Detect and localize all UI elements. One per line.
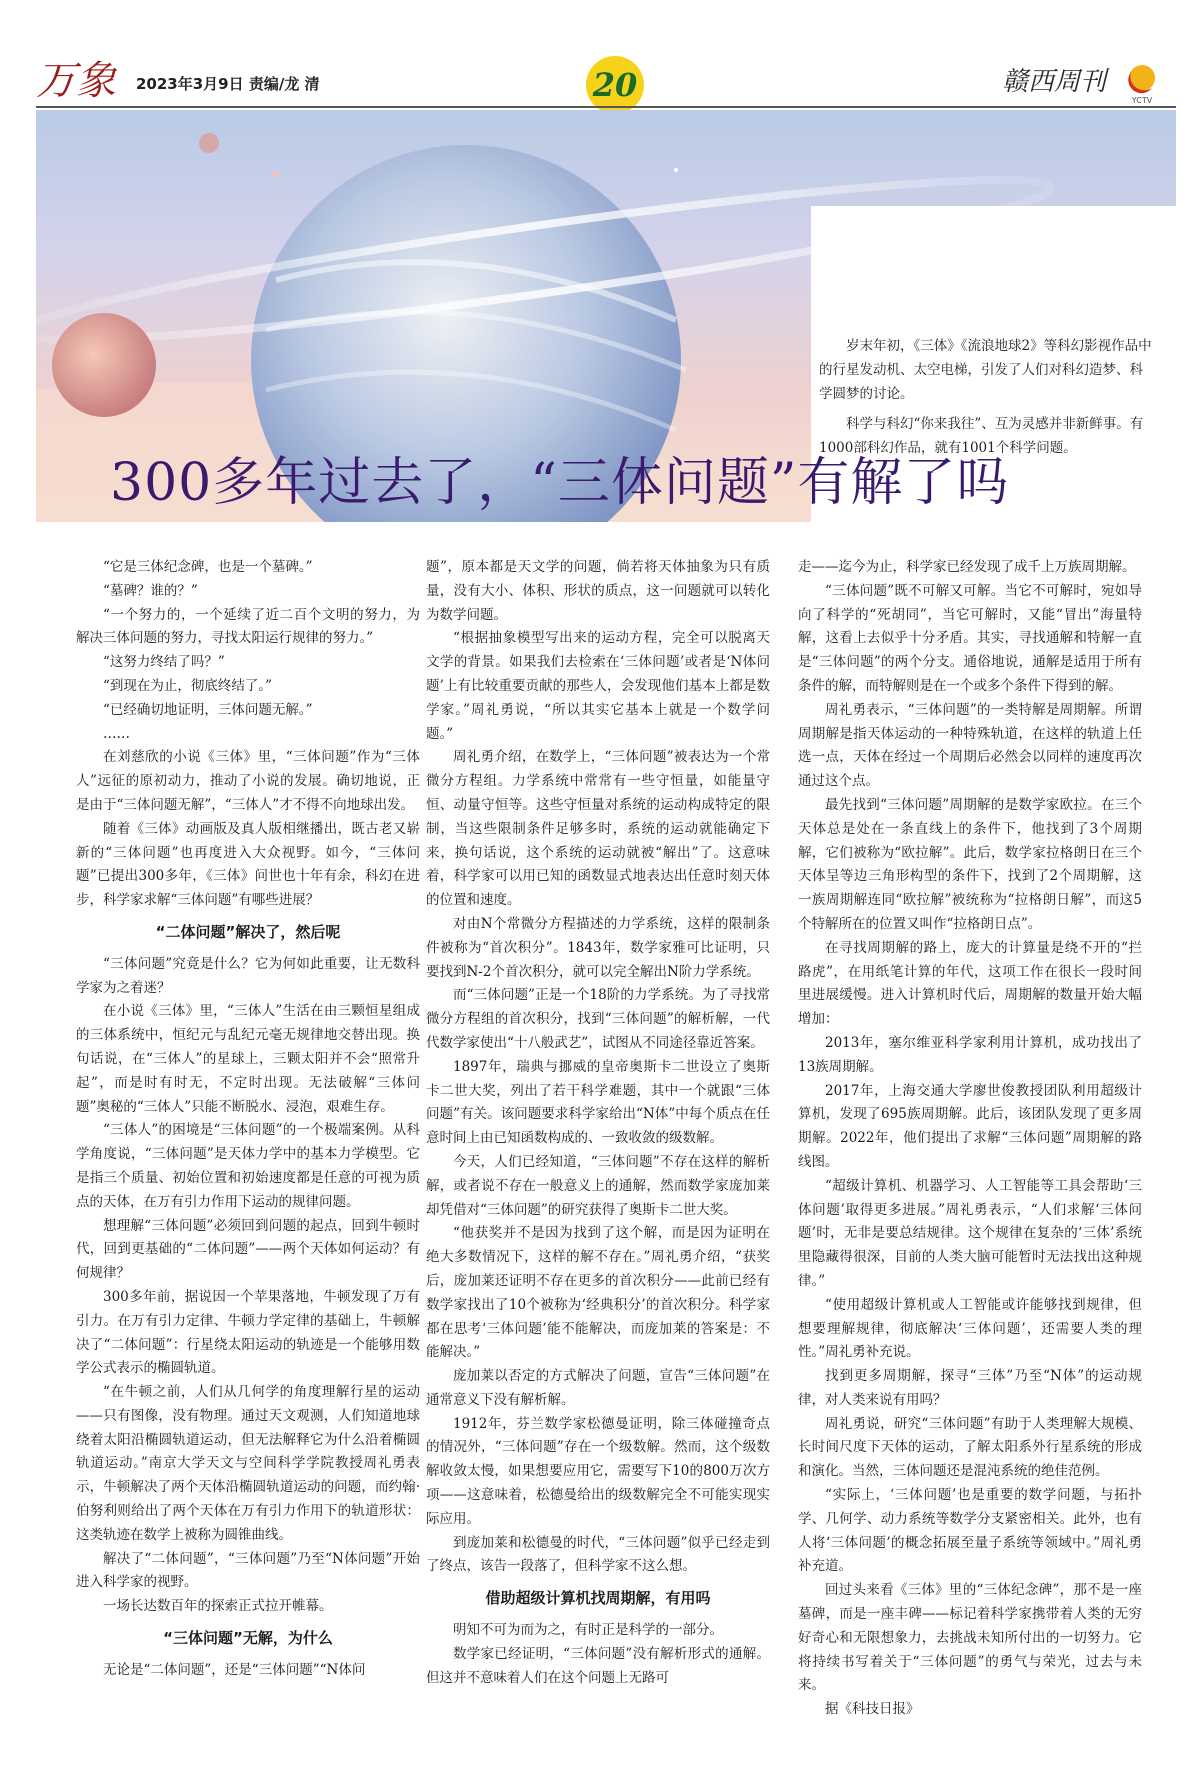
article-column-1 [76, 556, 420, 1683]
paragraph: “三体问题”究竟是什么？它为何如此重要，让无数科学家为之着迷？ [76, 955, 420, 996]
paragraph: “它是三体纪念碑，也是一个墓碑。” [103, 559, 313, 575]
article-column-2 [426, 556, 770, 1690]
source-credit: 据《科技日报》 [825, 1701, 920, 1718]
paragraph: “三体问题”既不可解又可解。当它不可解时，宛如导向了科学的“死胡同”，当它可解时，又能“冒出”海量特解，这看上去似乎十分矛盾。其实，寻找通解和特解一直是“三体问题”的两个分支。通俗地说，通解是适用于所有条件的解，而特解则是在一个或多个条件下得到的解。 [798, 582, 1142, 694]
paragraph: “三体人”的困境是“三体问题”的一个极端案例。从科学角度说，“三体问题”是天体力学中的基本力学模型。它是指三个质量、初始位置和初始速度都是任意的可视为质点的天体，在万有引力作用下运动的规律问题。 [76, 1122, 420, 1210]
intro-paragraph: 岁末年初，《三体》《流浪地球2》等科幻影视作品中的行星发动机、太空电梯，引发了人们对科幻造梦、科学圆梦的讨论。 [819, 338, 1152, 402]
paragraph: 在刘慈欣的小说《三体》里，“三体问题”作为“三体人”远征的原初动力，推动了小说的发展。确切地说，正是由于“三体问题无解”，“三体人”才不得不向地球出发。 [76, 749, 420, 813]
subheading: “三体问题”无解，为什么 [163, 1629, 333, 1648]
page-number-badge: 20 [586, 56, 644, 114]
paragraph: 在寻找周期解的路上，庞大的计算量是绕不开的“拦路虎”，在用纸笔计算的年代，这项工作在很长一段时间里进展缓慢。进入计算机时代后，周期解的数量开始大幅增加： [798, 939, 1142, 1028]
tiny-moon [199, 133, 219, 153]
paragraph: “这努力终结了吗？” [103, 654, 225, 671]
subheading: “二体问题”解决了，然后呢 [155, 922, 341, 941]
publication-name: 赣西周刊 [1001, 67, 1106, 97]
paragraph: 最先找到“三体问题”周期解的是数学家欧拉。在三个天体总是处在一条直线上的条件下，他找到了3个周期解，它们被称为“欧拉解”。此后，数学家拉格朗日在三个天体呈等边三角形构型的条件下，找到了2个周期解，这一族周期解连同“欧拉解”被统称为“拉格朗日解”，而这5个特解所在的位置又叫作“拉格朗日点”。 [798, 796, 1142, 932]
paragraph: 今天，人们已经知道，“三体问题”不存在这样的解析解，或者说不存在一般意义上的通解，然而数学家庞加莱却凭借对“三体问题”的研究获得了奥斯卡二世大奖。 [426, 1153, 770, 1218]
paragraph: 2017年，上海交通大学廖世俊教授团队利用超级计算机，发现了695族周期解。此后，该团队发现了更多周期解。2022年，他们提出了求解“三体问题”周期解的路线图。 [798, 1082, 1142, 1170]
paragraph: 周礼勇说，研究“三体问题”有助于人类理解大规模、长时间尺度下天体的运动，了解太阳系外行星系统的形成和演化。当然，三体问题还是混沌系统的绝佳范例。 [798, 1415, 1142, 1480]
paragraph: 找到更多周期解，探寻“三体”乃至“N体”的运动规律，对人类来说有用吗？ [798, 1368, 1142, 1408]
paragraph: 数学家已经证明，“三体问题”没有解析形式的通解。但这并不意味着人们在这个问题上无路可 [426, 1645, 770, 1686]
paragraph: …… [103, 725, 130, 742]
paragraph: 随着《三体》动画版及真人版相继播出，既古老又崭新的“三体问题”也再度进入大众视野。如今，“三体问题”已提出300多年，《三体》问世也十年有余，科幻在进步，科学家求解“三体问题”有哪些进展？ [76, 820, 420, 909]
paragraph: 1897年，瑞典与挪威的皇帝奥斯卡二世设立了奥斯卡二世大奖，列出了若干科学难题，其中一个就跟“三体问题”有关。该问题要求科学家给出“N体”中每个质点在任意时间上由已知函数构成的、一致收敛的级数解。 [426, 1058, 770, 1147]
paragraph: 想理解“三体问题”必须回到问题的起点，回到牛顿时代，回到更基础的“二体问题”——两个天体如何运动？有何规律？ [76, 1217, 420, 1282]
section-brand: 万象 [36, 58, 116, 104]
paragraph: 解决了“二体问题”，“三体问题”乃至“N体问题”开始进入科学家的视野。 [76, 1550, 420, 1591]
paragraph: 在小说《三体》里，“三体人”生活在由三颗恒星组成的三体系统中，恒纪元与乱纪元毫无规律地交替出现。换句话说，在“三体人”的星球上，三颗太阳并不会“照常升起”，而是时有时无，不定时出现。无法破解“三体问题”奥秘的“三体人”只能不断脱水、浸泡，艰难生存。 [76, 1003, 420, 1115]
paragraph: “一个努力的，一个延续了近二百个文明的努力，为解决三体问题的努力，寻找太阳运行规律的努力。” [76, 606, 420, 647]
paragraph: 2013年，塞尔维亚科学家利用计算机，成功找出了13族周期解。 [798, 1034, 1142, 1075]
small-planet-left [52, 313, 156, 417]
yctv-logo-icon [1118, 60, 1166, 106]
paragraph: “实际上，‘三体问题’也是重要的数学问题，与拓扑学、几何学、动力系统等数学分支紧密相关。此外，也有人将‘三体问题’的概念拓展至量子系统等领域中。”周礼勇补充道。 [798, 1487, 1142, 1575]
date-editor-line: 2023年3月9日 责编/龙 清 [136, 75, 320, 93]
paragraph: 明知不可为而为之，有时正是科学的一部分。 [453, 1622, 723, 1639]
paragraph: 周礼勇介绍，在数学上，“三体问题”被表达为一个常微分方程组。力学系统中常常有一些守恒量，如能量守恒、动量守恒等。这些守恒量对系统的运动构成特定的限制，当这些限制条件足够多时，系统的运动就能确定下来，换句话说，这个系统的运动就被“解出”了。这意味着，科学家可以用已知的函数显式地表达出任意时刻天体的位置和速度。 [426, 749, 770, 909]
article-headline: 300多年过去了，“三体问题”有解了吗 [110, 453, 1010, 513]
header-rule [36, 106, 1176, 108]
paragraph: 到庞加莱和松德曼的时代，“三体问题”似乎已经走到了终点，该告一段落了，但科学家不这么想。 [426, 1534, 770, 1575]
subheading: 借助超级计算机找周期解，有用吗 [485, 1589, 711, 1608]
paragraph: 周礼勇表示，“三体问题”的一类特解是周期解。所谓周期解是指天体运动的一种特殊轨道，在这样的轨道上任选一点，天体在经过一个周期后必然会以同样的速度再次通过这个点。 [798, 701, 1142, 790]
paragraph: 走——迄今为止，科学家已经发现了成千上万族周期解。 [798, 559, 1136, 575]
paragraph: 题”，原本都是天文学的问题，倘若将天体抽象为只有质量，没有大小、体积、形状的质点，这一问题就可以转化为数学问题。 [426, 559, 770, 623]
paragraph: 回过头来看《三体》里的“三体纪念碑”，那不是一座墓碑，而是一座丰碑——标记着科学家携带着人类的无穷好奇心和无限想象力，去挑战未知所付出的一切努力。它将持续书写着关于“三体问题”的勇气与荣光，过去与未来。 [798, 1582, 1142, 1694]
paragraph: 1912年，芬兰数学家松德曼证明，除三体碰撞奇点的情况外，“三体问题”存在一个级数解。然而，这个级数解收敛太慢，如果想要应用它，需要写下10的800万次方项——这意味着，松德曼给出的级数解完全不可能实现实际应用。 [426, 1415, 770, 1527]
article-column-3 [798, 556, 1142, 1722]
paragraph: “使用超级计算机或人工智能或许能够找到规律，但想要理解规律，彻底解决‘三体问题’，还需要人类的理性。”周礼勇补充说。 [798, 1296, 1142, 1361]
paragraph: 300多年前，据说因一个苹果落地，牛顿发现了万有引力。在万有引力定律、牛顿力学定律的基础上，牛顿解决了“二体问题”：行星绕太阳运动的轨迹是一个能够用数学公式表示的椭圆轨道。 [76, 1288, 420, 1377]
paragraph: “墓碑？谁的？” [103, 582, 198, 599]
paragraph: “根据抽象模型写出来的运动方程，完全可以脱离天文学的背景。如果我们去检索在‘三体问题’或者是‘N体问题’上有比较重要贡献的那些人，会发现他们基本上都是数学家。”周礼勇说，“所以其实它基本上就是一个数学问题。” [426, 630, 770, 742]
paragraph: 庞加莱以否定的方式解决了问题，宣告“三体问题”在通常意义下没有解析解。 [426, 1368, 770, 1408]
paragraph: 对由N个常微分方程描述的力学系统，这样的限制条件被称为“首次积分”。1843年，数学家雅可比证明，只要找到N-2个首次积分，就可以完全解出N阶力学系统。 [426, 915, 770, 980]
intro-paragraph: 科学与科幻“你来我往”、互为灵感并非新鲜事。有1000部科幻作品，就有1001个科学问题。 [819, 416, 1144, 456]
svg-text:YCTV: YCTV [1131, 96, 1153, 105]
paragraph: 一场长达数百年的探索正式拉开帷幕。 [103, 1598, 333, 1615]
paragraph: “他获奖并不是因为找到了这个解，而是因为证明在绝大多数情况下，这样的解不存在。”周礼勇介绍，“获奖后，庞加莱还证明不存在更多的首次积分——此前已经有数学家找出了10个被称为‘经典积分’的首次积分。科学家都在思考‘三体问题’能不能解决，而庞加莱的答案是：不能解决。” [426, 1225, 770, 1361]
paragraph: “超级计算机、机器学习、人工智能等工具会帮助‘三体问题’取得更多进展。”周礼勇表示，“人们求解‘三体问题’时，无非是要总结规律。这个规律在复杂的‘三体’系统里隐藏得很深，目前的人类大脑可能暂时无法找出这种规律。” [798, 1177, 1142, 1289]
paragraph: “已经确切地证明，三体问题无解。” [103, 701, 313, 718]
paragraph: 而“三体问题”正是一个18阶的力学系统。为了寻找常微分方程组的首次积分，找到“三体问题”的解析解，一代代数学家使出“十八般武艺”，试图从不同途径靠近答案。 [426, 987, 770, 1051]
paragraph: “到现在为止，彻底终结了。” [103, 677, 273, 694]
paragraph: “在牛顿之前，人们从几何学的角度理解行星的运动——只有图像，没有物理。通过天文观测，人们知道地球绕着太阳沿椭圆轨道运动，但无法解释它为什么沿着椭圆轨道运动。”南京大学天文与空间科学学院教授周礼勇表示，牛顿解决了两个天体沿椭圆轨道运动的问题，而约翰·伯努利则给出了两个天体在万有引力作用下的轨道形状：这类轨迹在数学上被称为圆锥曲线。 [76, 1384, 420, 1543]
paragraph: 无论是“二体问题”，还是“三体问题”“N体问 [103, 1661, 366, 1678]
page-header [36, 58, 1176, 104]
